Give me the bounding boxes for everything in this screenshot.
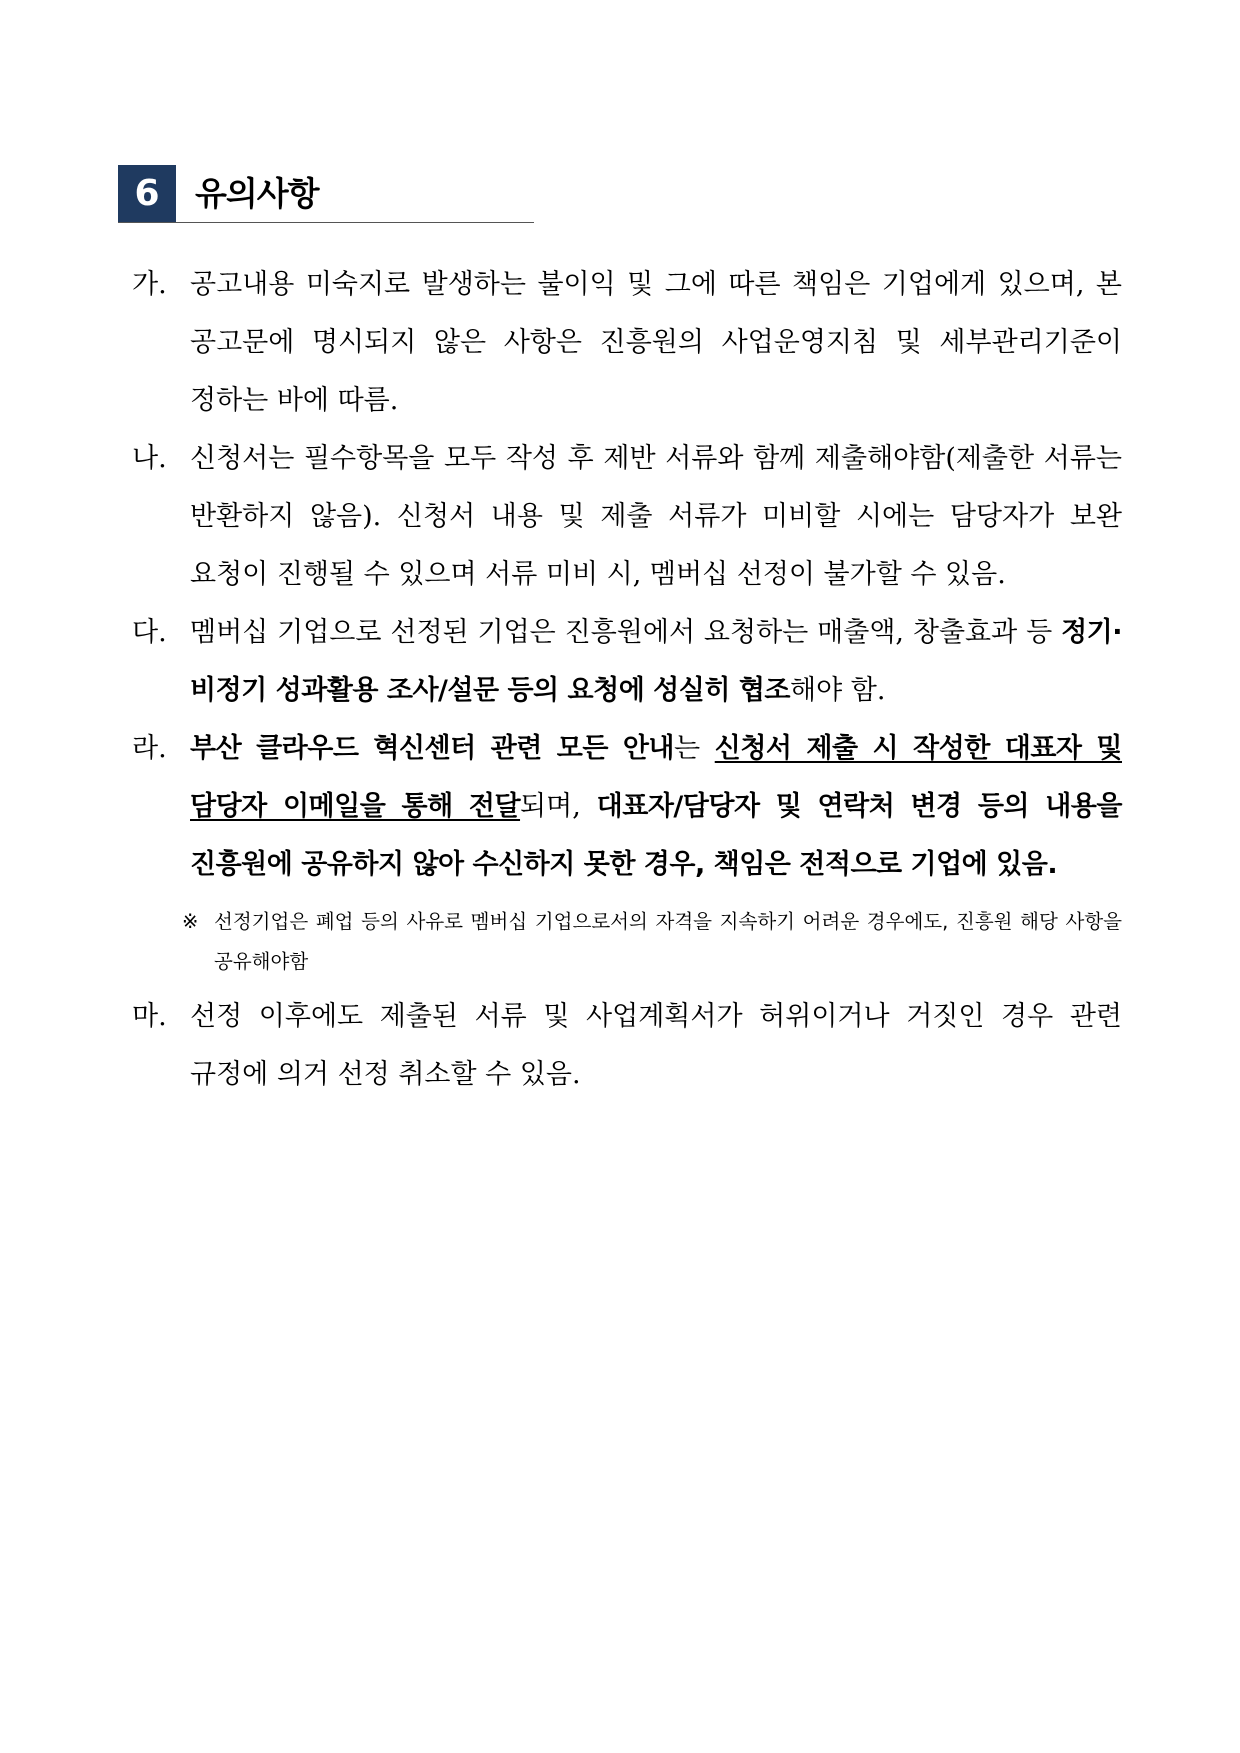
item-text: 신청서는 필수항목을 모두 작성 후 제반 서류와 함께 제출해야함(제출한 서류는 반환하지 않음). 신청서 내용 및 제출 서류가 미비할 시에는 담당자가 보완 요청이 진행될 수 있으며 서류 미비 시, 멤버십 선정이 불가할 수 있음. xyxy=(190,443,1122,590)
item-text xyxy=(190,604,1122,720)
note-mark: ※ xyxy=(182,910,199,933)
item-marker: 나. xyxy=(132,443,167,474)
item-marker: 마. xyxy=(132,1001,167,1032)
item-text-bold: 대표자/담당자 및 연락처 변경 등의 내용을 진흥원에 공유하지 않아 수신하지 못한 경우, 책임은 전적으로 기업에 있음. xyxy=(190,791,1122,880)
notice-item-ma xyxy=(132,988,1122,1104)
section-header xyxy=(118,165,534,223)
item-text-plain: 는 xyxy=(674,733,715,764)
section-number-badge: 6 xyxy=(118,165,176,222)
item-marker: 라. xyxy=(132,733,167,764)
note-text: 선정기업은 폐업 등의 사유로 멤버십 기업으로서의 자격을 지속하기 어려운 경우에도, 진흥원 해당 사항을 공유해야함 xyxy=(214,910,1122,973)
notice-item-da xyxy=(132,604,1122,720)
notice-list xyxy=(132,256,1122,1104)
item-text-plain: 멤버십 기업으로 선정된 기업은 진흥원에서 요청하는 매출액, 창출효과 등 xyxy=(190,617,1062,648)
notice-item-ra xyxy=(132,720,1122,894)
reference-note xyxy=(182,902,1122,982)
item-text-plain: 되며, xyxy=(520,791,597,822)
item-text xyxy=(190,720,1122,894)
item-text: 선정 이후에도 제출된 서류 및 사업계획서가 허위이거나 거짓인 경우 관련 규정에 의거 선정 취소할 수 있음. xyxy=(190,1001,1122,1090)
item-text-bold: 부산 클라우드 혁신센터 관련 모든 안내 xyxy=(190,733,675,764)
section-title: 유의사항 xyxy=(195,174,319,213)
item-marker: 가. xyxy=(132,269,167,300)
item-text-bold: 정기·비정기 성과활용 조사/설문 등의 요청에 성실히 협조 xyxy=(190,617,1122,706)
item-text-bold-underline: 신청서 제출 시 작성한 대표자 및 담당자 이메일을 통해 전달 xyxy=(190,733,1122,822)
notice-item-ga xyxy=(132,256,1122,430)
notice-item-na xyxy=(132,430,1122,604)
item-marker: 다. xyxy=(132,617,167,648)
item-text-plain: 해야 함. xyxy=(789,675,886,706)
item-text: 공고내용 미숙지로 발생하는 불이익 및 그에 따른 책임은 기업에게 있으며, 본 공고문에 명시되지 않은 사항은 진흥원의 사업운영지침 및 세부관리기준이 정하는 바에 따름. xyxy=(190,269,1122,416)
